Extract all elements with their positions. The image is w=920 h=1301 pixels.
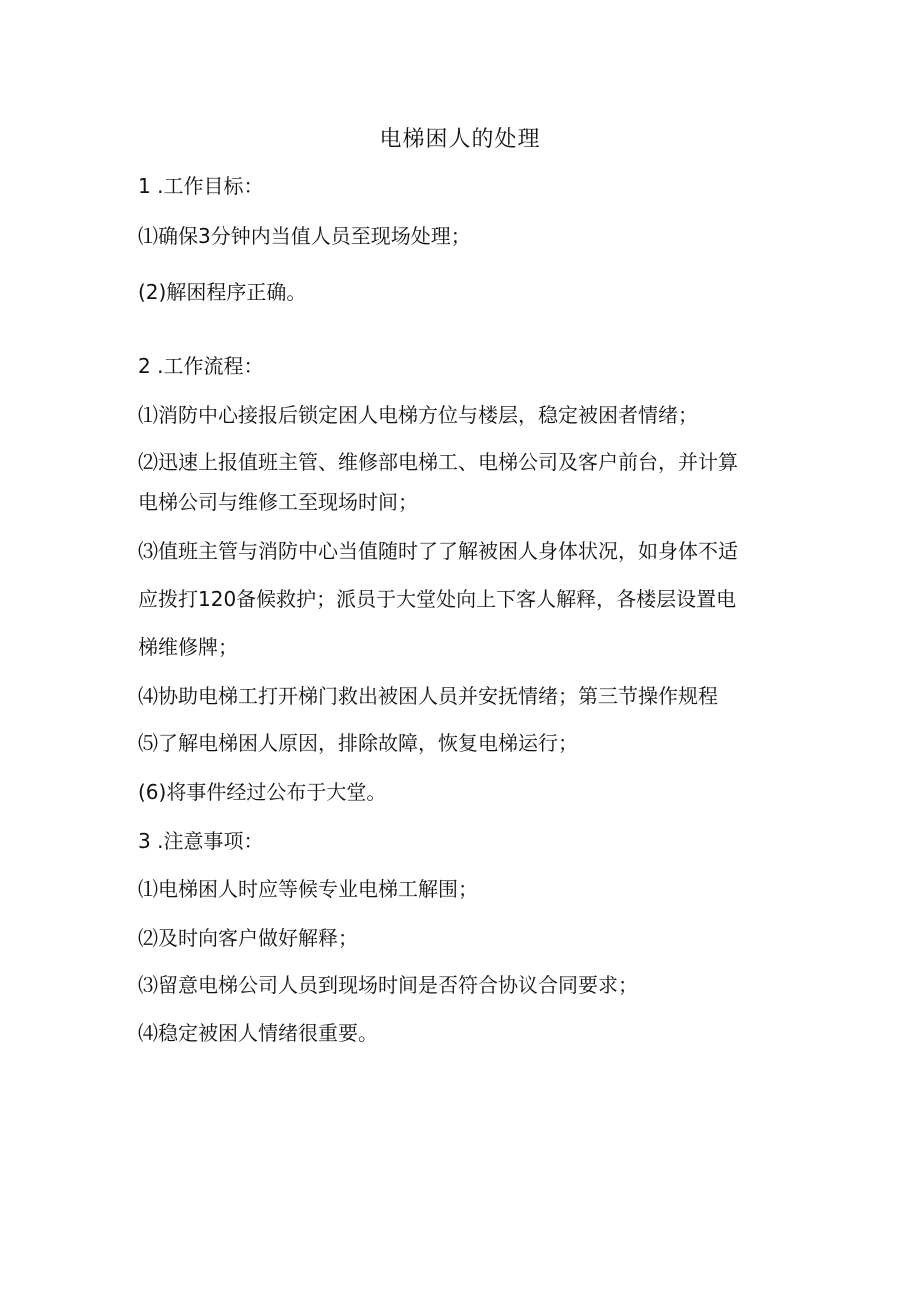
precaution-item-1: ⑴电梯困人时应等候专业电梯工解围； xyxy=(138,877,478,901)
section-heading-workflow: 2 .工作流程： xyxy=(138,354,264,378)
workflow-item-5: ⑸了解电梯困人原因，排除故障，恢复电梯运行； xyxy=(138,731,578,755)
workflow-item-2-line-2: 电梯公司与维修工至现场时间； xyxy=(138,490,418,514)
workflow-item-3-line-1: ⑶值班主管与消防中心当值随时了了解被困人身体状况，如身体不适 xyxy=(138,539,738,563)
precaution-item-4: ⑷稳定被困人情绪很重要。 xyxy=(138,1021,378,1045)
section-heading-work-goals: 1 .工作目标： xyxy=(138,174,264,198)
goal-item-2: (2)解困程序正确。 xyxy=(138,280,307,304)
workflow-item-3-line-2: 应拨打120备候救护；派员于大堂处向上下客人解释，各楼层设置电 xyxy=(138,587,737,611)
goal-item-1: ⑴确保3分钟内当值人员至现场处理； xyxy=(138,224,471,248)
workflow-item-3-line-3: 梯维修牌； xyxy=(138,635,238,659)
workflow-item-2-line-1: ⑵迅速上报值班主管、维修部电梯工、电梯公司及客户前台，并计算 xyxy=(138,450,738,474)
document-title: 电梯困人的处理 xyxy=(379,127,541,152)
workflow-item-4: ⑷协助电梯工打开梯门救出被困人员并安抚情绪；第三节操作规程 xyxy=(138,684,718,708)
precaution-item-3: ⑶留意电梯公司人员到现场时间是否符合协议合同要求； xyxy=(138,973,638,997)
section-heading-precautions: 3 .注意事项： xyxy=(138,829,264,853)
precaution-item-2: ⑵及时向客户做好解释； xyxy=(138,926,358,950)
workflow-item-6: (6)将事件经过公布于大堂。 xyxy=(138,780,387,804)
workflow-item-1: ⑴消防中心接报后锁定困人电梯方位与楼层，稳定被困者情绪； xyxy=(138,403,698,427)
